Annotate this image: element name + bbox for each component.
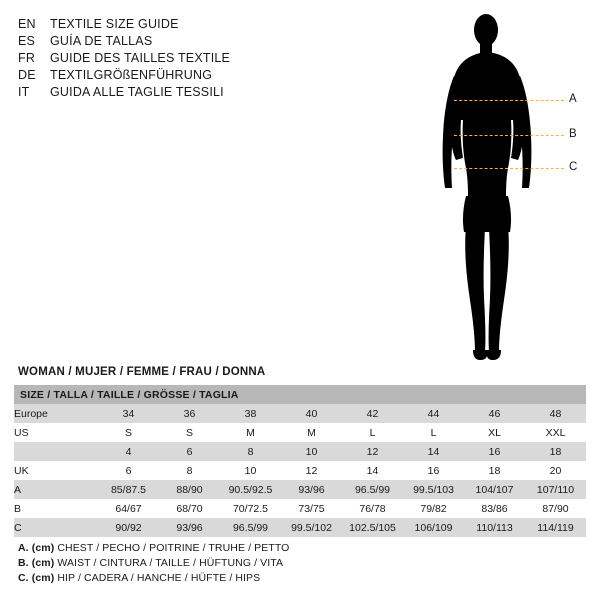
cell: 42 [342, 404, 403, 423]
measure-line-a [454, 100, 564, 101]
language-row-en [18, 16, 318, 33]
cell: 44 [403, 404, 464, 423]
table-row [14, 518, 586, 537]
cell: 18 [464, 461, 525, 480]
measure-label-b: B [569, 128, 577, 140]
row-label-europe: Europe [14, 404, 98, 423]
language-row-fr [18, 50, 318, 67]
cell: 96.5/99 [220, 518, 281, 537]
figure-illustration [430, 8, 590, 378]
language-list [18, 16, 318, 101]
cell: 73/75 [281, 499, 342, 518]
cell: 68/70 [159, 499, 220, 518]
cell: 106/109 [403, 518, 464, 537]
note-c [18, 571, 289, 586]
table-row [14, 499, 586, 518]
cell: 93/96 [159, 518, 220, 537]
cell: S [159, 423, 220, 442]
row-label-a: A [14, 480, 98, 499]
cell: 96.5/99 [342, 480, 403, 499]
note-a-key: A. (cm) [18, 542, 55, 554]
cell: 16 [464, 442, 525, 461]
cell: 48 [525, 404, 586, 423]
language-code-es: ES [18, 34, 36, 48]
measure-label-a: A [569, 93, 577, 105]
row-label-us: US [14, 423, 98, 442]
cell: 36 [159, 404, 220, 423]
table-row [14, 404, 586, 423]
measure-line-b [454, 135, 564, 136]
language-code-de: DE [18, 68, 36, 82]
row-label-uk: UK [14, 461, 98, 480]
cell: 34 [98, 404, 159, 423]
cell: 107/110 [525, 480, 586, 499]
cell: 38 [220, 404, 281, 423]
cell: 6 [98, 461, 159, 480]
cell: 114/119 [525, 518, 586, 537]
cell: L [403, 423, 464, 442]
cell: 14 [342, 461, 403, 480]
cell: 90/92 [98, 518, 159, 537]
cell: S [98, 423, 159, 442]
gender-title: WOMAN / MUJER / FEMME / FRAU / DONNA [18, 366, 266, 378]
language-row-de [18, 67, 318, 84]
cell: 93/96 [281, 480, 342, 499]
cell: 4 [98, 442, 159, 461]
row-label-c: C [14, 518, 98, 537]
note-a [18, 541, 289, 556]
row-label-us-numeric [14, 442, 98, 461]
cell: 46 [464, 404, 525, 423]
table-row [14, 423, 586, 442]
language-code-it: IT [18, 85, 30, 99]
language-text-en: TEXTILE SIZE GUIDE [50, 17, 179, 31]
note-c-text: HIP / CADERA / HANCHE / HÜFTE / HIPS [57, 572, 261, 584]
cell: L [342, 423, 403, 442]
language-row-es [18, 33, 318, 50]
note-b-key: B. (cm) [18, 557, 55, 569]
cell: 10 [281, 442, 342, 461]
cell: 40 [281, 404, 342, 423]
language-row-it [18, 84, 318, 101]
table-row [14, 480, 586, 499]
cell: M [220, 423, 281, 442]
measure-line-c [454, 168, 564, 169]
language-text-de: TEXTILGRÖßENFÜHRUNG [50, 68, 213, 82]
measure-label-c: C [569, 161, 578, 173]
cell: 99.5/103 [403, 480, 464, 499]
female-silhouette-icon [430, 8, 590, 378]
language-code-fr: FR [18, 51, 36, 65]
table-row [14, 442, 586, 461]
note-b-text: WAIST / CINTURA / TAILLE / HÜFTUNG / VITA [57, 557, 284, 569]
table-header-row [14, 385, 586, 404]
note-a-text: CHEST / PECHO / POITRINE / TRUHE / PETTO [57, 542, 290, 554]
cell: 64/67 [98, 499, 159, 518]
cell: 79/82 [403, 499, 464, 518]
cell: 102.5/105 [342, 518, 403, 537]
cell: 85/87.5 [98, 480, 159, 499]
cell: 12 [281, 461, 342, 480]
cell: 16 [403, 461, 464, 480]
table-header-label: SIZE / TALLA / TAILLE / GRÖSSE / TAGLIA [14, 385, 586, 404]
measurement-notes [18, 541, 289, 586]
note-b [18, 556, 289, 571]
language-text-it: GUIDA ALLE TAGLIE TESSILI [50, 85, 224, 99]
language-text-fr: GUIDE DES TAILLES TEXTILE [50, 51, 231, 65]
cell: 87/90 [525, 499, 586, 518]
cell: 20 [525, 461, 586, 480]
size-table [14, 385, 586, 537]
cell: 90.5/92.5 [220, 480, 281, 499]
cell: 6 [159, 442, 220, 461]
cell: 70/72.5 [220, 499, 281, 518]
cell: 83/86 [464, 499, 525, 518]
cell: 12 [342, 442, 403, 461]
cell: 8 [159, 461, 220, 480]
note-c-key: C. (cm) [18, 572, 55, 584]
table-row [14, 461, 586, 480]
cell: XXL [525, 423, 586, 442]
cell: XL [464, 423, 525, 442]
cell: 110/113 [464, 518, 525, 537]
cell: 8 [220, 442, 281, 461]
cell: 76/78 [342, 499, 403, 518]
cell: 14 [403, 442, 464, 461]
cell: 18 [525, 442, 586, 461]
row-label-b: B [14, 499, 98, 518]
cell: 104/107 [464, 480, 525, 499]
cell: 99.5/102 [281, 518, 342, 537]
cell: 10 [220, 461, 281, 480]
cell: M [281, 423, 342, 442]
language-code-en: EN [18, 17, 36, 31]
cell: 88/90 [159, 480, 220, 499]
language-text-es: GUÍA DE TALLAS [50, 34, 153, 48]
